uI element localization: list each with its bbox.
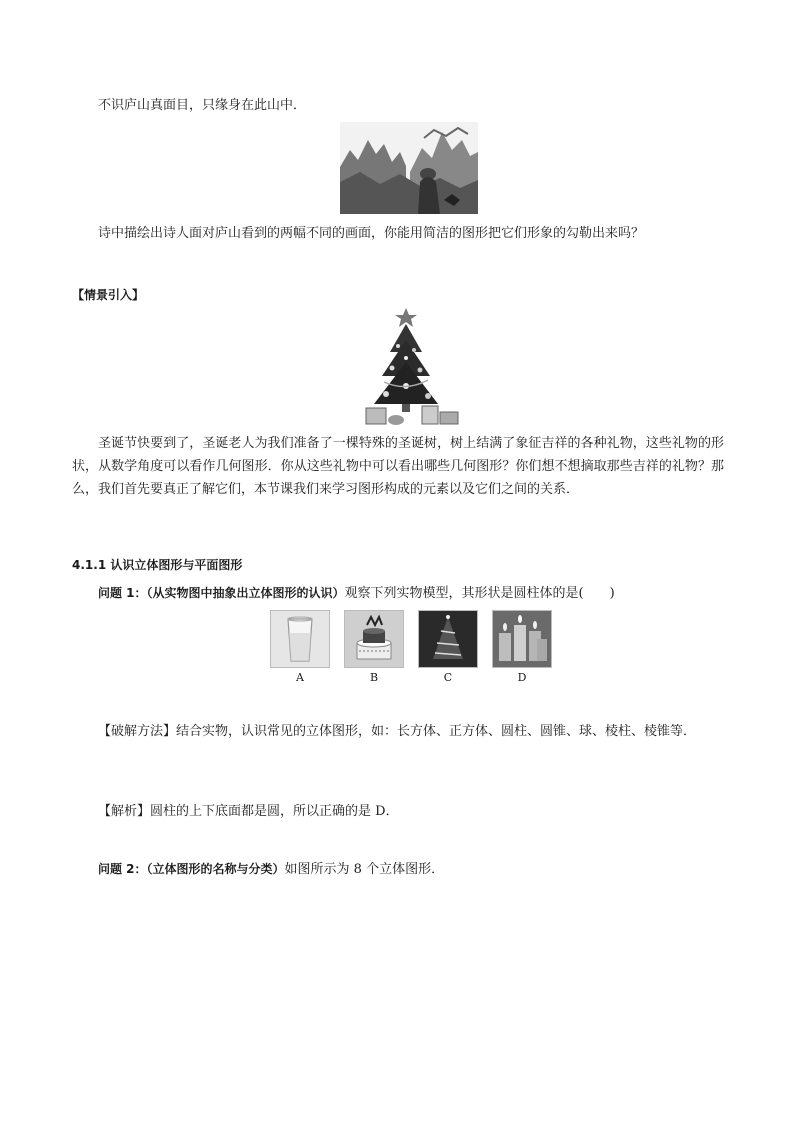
option-d-candles-image [492,610,552,668]
option-b-label: B [369,671,379,684]
christmas-tree-image [362,306,462,430]
question-2-text: 如图所示为 8 个立体图形． [284,862,445,877]
method-text: 结合实物，认识常见的立体图形，如：长方体、正方体、圆柱、圆锥、球、棱柱、棱锥等． [176,724,697,739]
section-title: 4.1.1 认识立体图形与平面图形 [72,558,243,572]
question-2-label: 问题 2： [98,862,147,876]
poem-question: 诗中描绘出诗人面对庐山看到的两幅不同的画面，你能用简洁的图形把它们形象的勾勒出来吗？ [98,226,645,241]
method-paragraph [72,720,724,743]
question-1 [98,582,738,605]
option-c-label: C [443,671,453,684]
analysis-label: 【解析】 [98,804,151,819]
option-a-label: A [296,671,304,684]
poem-line: 不识庐山真面目，只缘身在此山中． [98,98,307,113]
option-a-glass-image [270,610,330,668]
option-b-cake-image [344,610,404,668]
option-d-label: D [517,671,527,684]
question-1-topic: （从实物图中抽象出立体图形的认识） [146,586,345,600]
scene-heading: 【情景引入】 [72,288,145,302]
scene-paragraph: 圣诞节快要到了，圣诞老人为我们准备了一棵特殊的圣诞树，树上结满了象征吉祥的各种礼物，这些礼物的形状，从数学角度可以看作几何图形．你从这些礼物中可以看出哪些几何图形？你们想不想摘取那些吉祥的礼物？那么，我们首先要真正了解它们，本节课我们来学习图形构成的元素以及它们之间的关系． [72,436,724,497]
analysis-paragraph [72,800,724,823]
question-2 [98,858,738,881]
method-label: 【破解方法】 [98,724,177,739]
question-1-label: 问题 1： [98,586,147,600]
question-2-topic: （立体图形的名称与分类） [146,862,285,876]
option-c-tree-image [418,610,478,668]
lushan-painting-image [340,122,478,214]
analysis-text: 圆柱的上下底面都是圆，所以正确的是 D． [150,804,399,819]
question-1-text: 观察下列实物模型，其形状是圆柱体的是( ) [344,586,615,601]
